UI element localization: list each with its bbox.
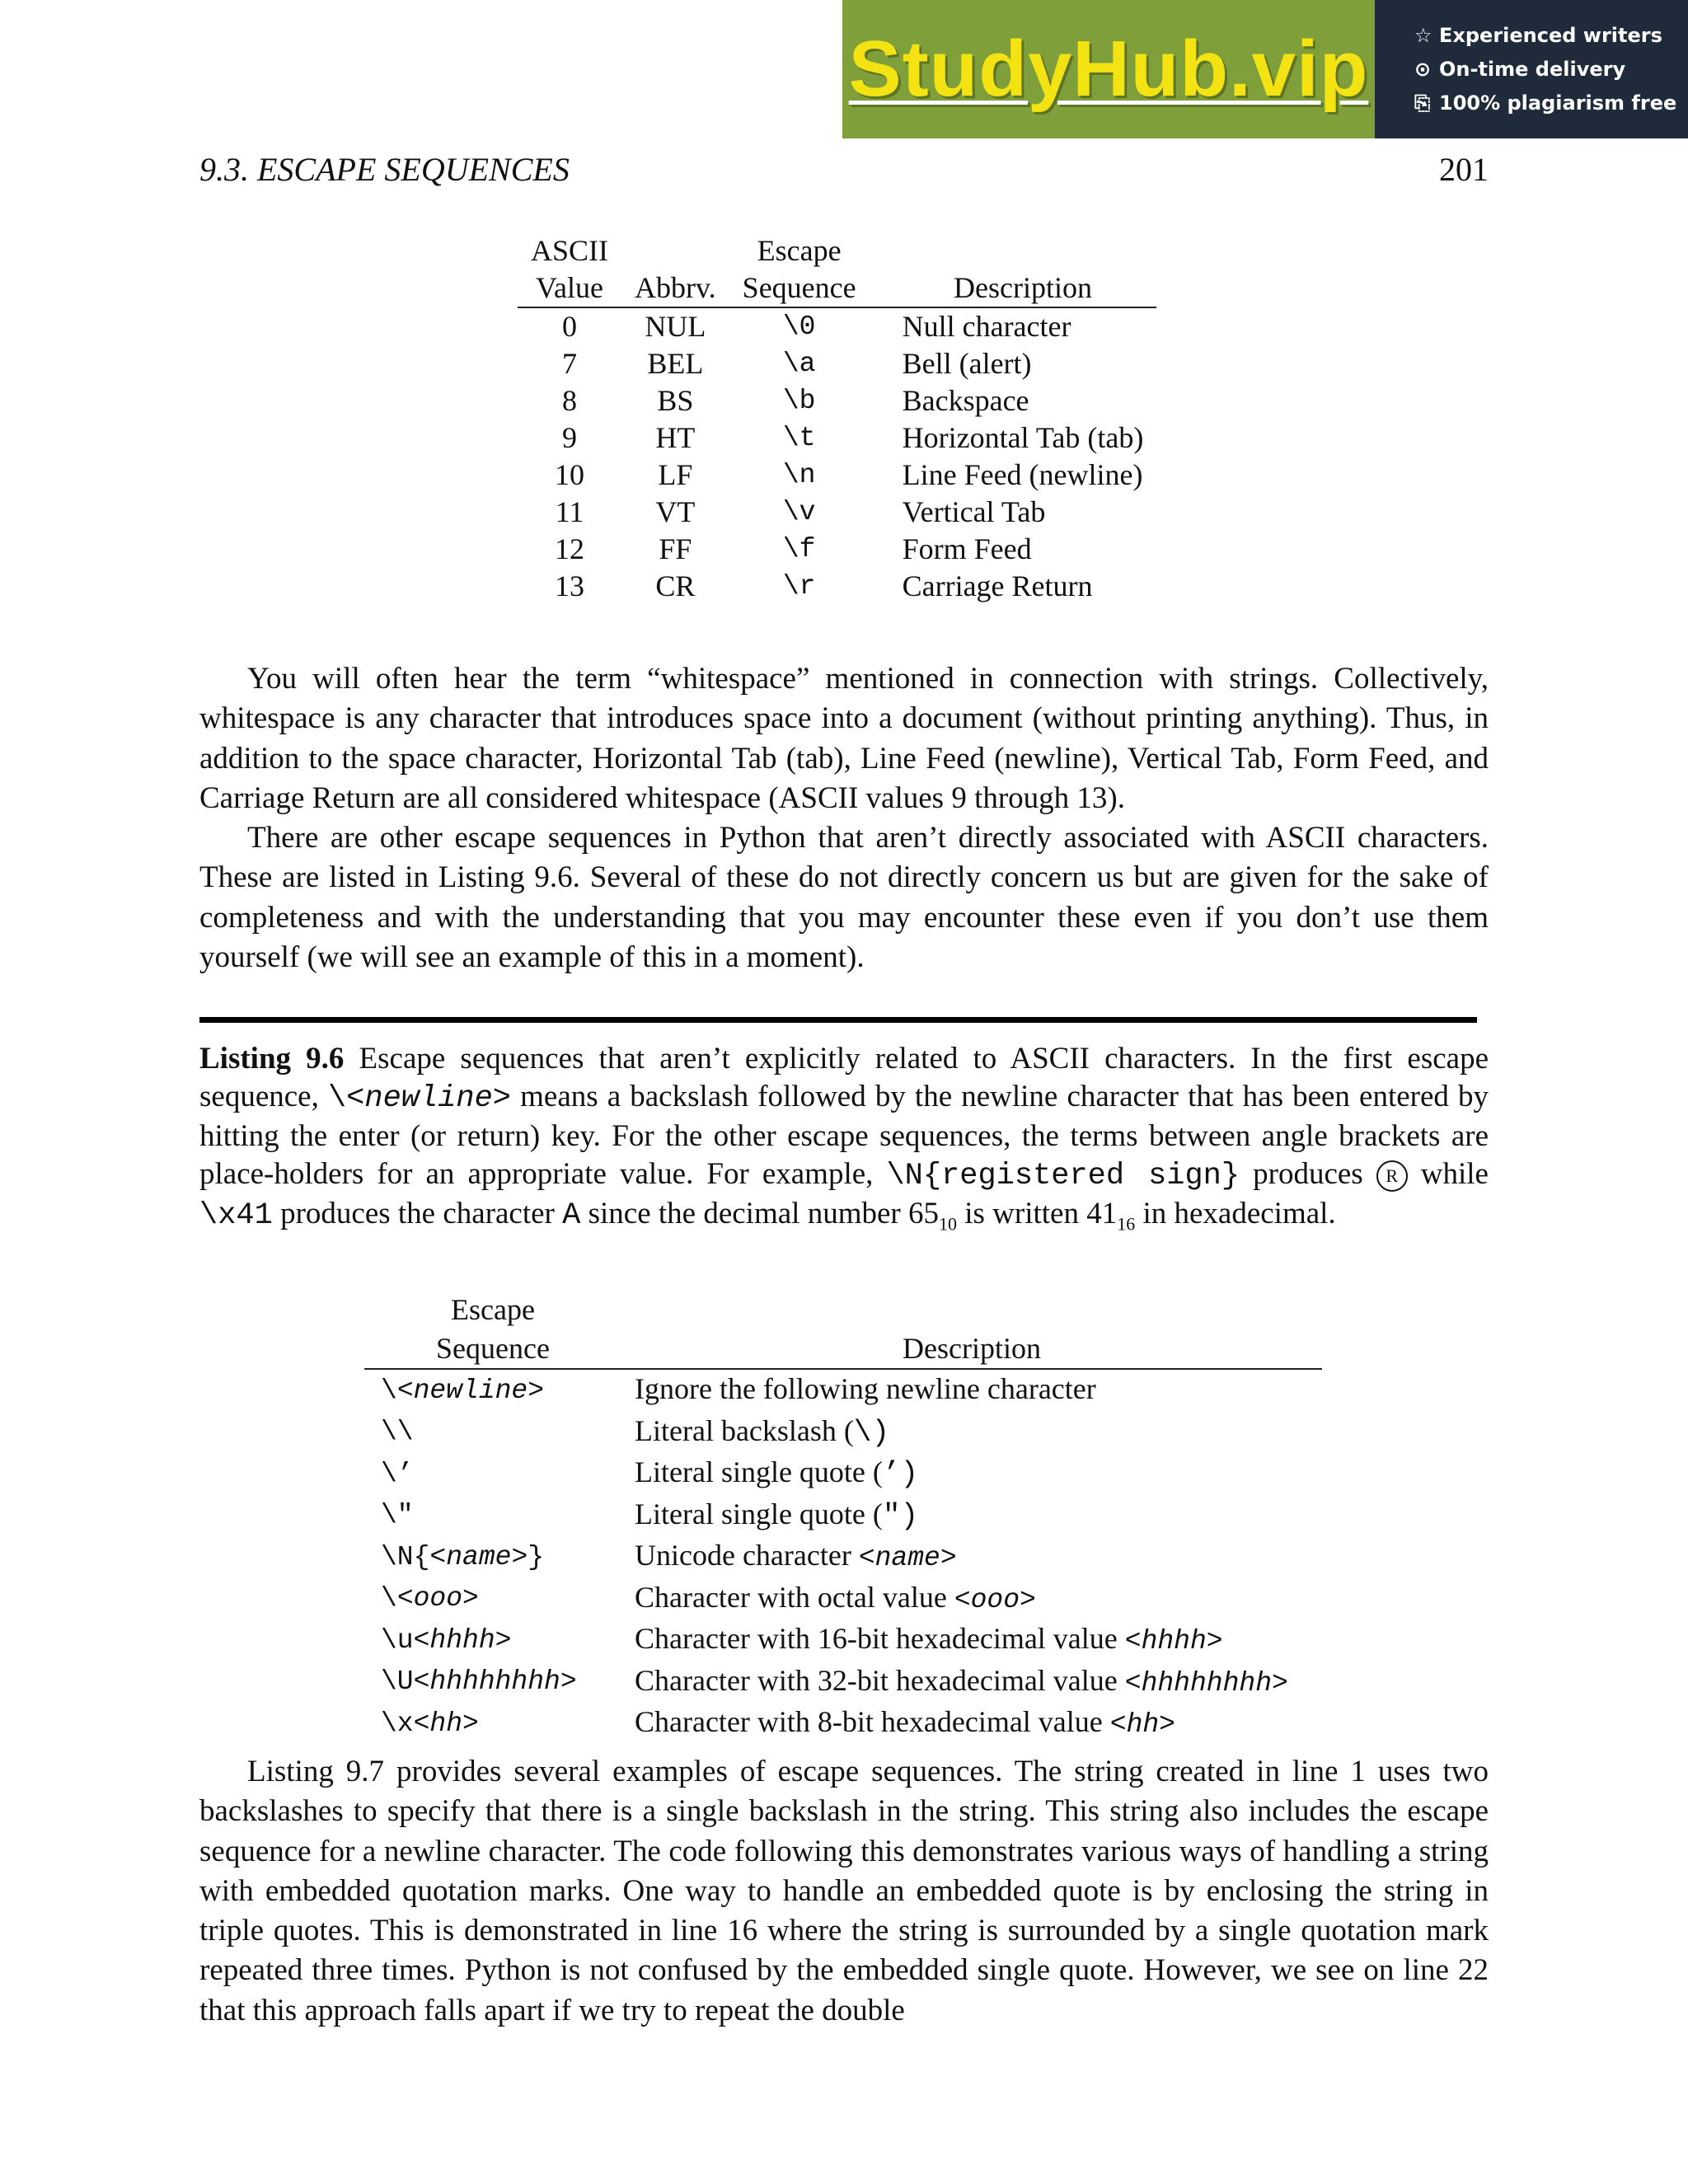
cell-escape: \r bbox=[782, 571, 816, 602]
running-head: 9.3. ESCAPE SEQUENCES bbox=[199, 151, 570, 188]
registered-icon: R bbox=[1376, 1160, 1408, 1192]
cell-sequence: \U<hhhhhhhh> bbox=[381, 1666, 577, 1697]
star-outline-icon: ☆ bbox=[1414, 23, 1432, 47]
table-row bbox=[518, 419, 1156, 457]
table-header-row bbox=[518, 269, 1156, 307]
cell-escape: \n bbox=[782, 460, 816, 490]
table-row bbox=[518, 345, 1156, 382]
table-header-row bbox=[364, 1329, 1322, 1369]
table-row bbox=[364, 1412, 1322, 1454]
banner-feature-label: 100% plagiarism free bbox=[1439, 91, 1677, 115]
cell-description: Ignore the following newline character bbox=[635, 1372, 1096, 1405]
header-seq-top: Escape bbox=[451, 1293, 535, 1326]
banner-feature-plagiarism bbox=[1414, 86, 1688, 120]
banner-feature-delivery bbox=[1414, 52, 1688, 86]
cell-sequence: \<newline> bbox=[381, 1375, 545, 1406]
cell-value: 12 bbox=[555, 532, 584, 565]
cell-description: Null character bbox=[902, 310, 1071, 343]
cell-escape: \f bbox=[782, 534, 816, 565]
table-row bbox=[364, 1453, 1322, 1495]
header-abbrv: Abbrv. bbox=[621, 269, 729, 307]
cell-description: Backspace bbox=[902, 384, 1029, 417]
header-escape-top: Escape bbox=[757, 234, 842, 267]
cell-description: Line Feed (newline) bbox=[902, 458, 1143, 491]
ascii-escape-table bbox=[518, 232, 1156, 605]
cell-description: Literal single quote (") bbox=[635, 1497, 919, 1533]
cell-sequence: \\ bbox=[381, 1417, 414, 1447]
cell-value: 7 bbox=[562, 347, 577, 380]
banner-logo-area[interactable] bbox=[842, 0, 1375, 138]
studyhub-banner[interactable] bbox=[842, 0, 1688, 138]
cell-escape: \v bbox=[782, 497, 816, 527]
table-header-row bbox=[518, 232, 1156, 269]
table-row bbox=[518, 457, 1156, 494]
page-number: 201 bbox=[1439, 151, 1489, 188]
cell-description: Character with 16-bit hexadecimal value <hhhh> bbox=[635, 1622, 1223, 1657]
table-header-row bbox=[364, 1291, 1322, 1329]
banner-feature-label: Experienced writers bbox=[1439, 23, 1662, 47]
header-value-top: ASCII bbox=[531, 234, 609, 267]
cell-description: Form Feed bbox=[902, 532, 1032, 565]
escape-sequence-table bbox=[364, 1291, 1322, 1745]
table-row bbox=[364, 1369, 1322, 1412]
cell-escape: \b bbox=[782, 386, 816, 416]
paragraph-text: You will often hear the term “whitespace” mentioned in connection with strings. Collectively, whitespace is any character that introduces space into a document (without printing anything). Thus, in addition to the space character, Horizontal Tab (tab), Line Feed (newline), Vertical Tab, Form Feed, and Carriage Return are all considered whitespace (ASCII values 9 through 13). bbox=[199, 662, 1489, 815]
table-row bbox=[518, 568, 1156, 605]
cell-description: Character with 8-bit hexadecimal value <hh> bbox=[635, 1705, 1175, 1740]
cell-abbrv: HT bbox=[655, 421, 696, 454]
cell-value: 8 bbox=[562, 384, 577, 417]
cell-value: 0 bbox=[562, 310, 577, 343]
table-row bbox=[364, 1661, 1322, 1704]
cell-abbrv: BS bbox=[657, 384, 694, 417]
cell-description: Character with 32-bit hexadecimal value <hhhhhhhh> bbox=[635, 1663, 1288, 1699]
table-row bbox=[364, 1578, 1322, 1620]
cell-description: Unicode character <name> bbox=[635, 1539, 957, 1573]
cell-sequence: \u<hhhh> bbox=[381, 1624, 512, 1656]
cell-escape: \0 bbox=[782, 312, 816, 342]
cell-sequence: \x<hh> bbox=[381, 1708, 479, 1739]
paragraph-text: Listing 9.7 provides several examples of escape sequences. The string created in line 1 uses two backslashes to specify that there is a single backslash in the string. This string also includes the escape sequence for a newline character. The code following this demonstrates various ways of handling a string with embedded quotation marks. One way to handle an embedded quote is by enclosing the string in triple quotes. This is demonstrated in line 16 where the string is surrounded by a single quotation mark repeated three times. Python is not confused by the embedded single quote. However, we see on line 22 that this approach falls apart if we try to repeat the double bbox=[199, 1755, 1489, 2027]
cell-sequence: \<ooo> bbox=[381, 1583, 479, 1614]
paragraph-text: There are other escape sequences in Python that aren’t directly associated with ASCII characters. These are listed in Listing 9.6. Several of these do not directly concern us but are given for the sake of completeness and with the understanding that you may encounter these even if you don’t use them yourself (we will see an example of this in a moment). bbox=[199, 821, 1489, 974]
cell-abbrv: VT bbox=[655, 495, 696, 528]
listing-9-6-caption: Listing 9.6 Escape sequences that aren’t explicitly related to ASCII characters. In the first escape sequence, \<newline> means a backslash followed by the newline character that has been entered by hitting the enter (or return) key. For the other escape sequences, the terms between angle brackets are place-holders for an appropriate value. For example, \N{registered sign} produces R while \x41 produces the character A since the decimal number $65_{10}$ is written $41_{16}$ in hexadecimal. bbox=[199, 1042, 1489, 1235]
cell-description: Literal backslash (\) bbox=[635, 1413, 890, 1450]
banner-features bbox=[1375, 0, 1688, 138]
cell-description: Horizontal Tab (tab) bbox=[902, 421, 1144, 454]
code-registered-sign: \N{registered sign} bbox=[886, 1158, 1240, 1193]
header-description: Description bbox=[621, 1329, 1322, 1369]
header-value: Value bbox=[518, 269, 621, 307]
header-escape: Sequence bbox=[729, 269, 870, 307]
cell-sequence: \’ bbox=[381, 1458, 414, 1489]
table-row bbox=[518, 382, 1156, 419]
cell-escape: \a bbox=[782, 349, 816, 379]
listing-label: Listing 9.6 bbox=[199, 1042, 345, 1076]
table-row bbox=[364, 1495, 1322, 1537]
cell-abbrv: BEL bbox=[647, 347, 704, 380]
table-row bbox=[364, 1536, 1322, 1578]
cell-description: Bell (alert) bbox=[902, 347, 1032, 380]
cell-abbrv: FF bbox=[659, 532, 692, 565]
cell-abbrv: LF bbox=[658, 458, 693, 491]
cell-value: 11 bbox=[555, 495, 584, 528]
clock-icon: ⊙ bbox=[1414, 57, 1432, 81]
table-row bbox=[518, 494, 1156, 531]
cell-description: Carriage Return bbox=[902, 569, 1093, 602]
copy-check-icon: ⎘ bbox=[1414, 91, 1431, 115]
cell-value: 10 bbox=[555, 458, 584, 491]
cell-value: 9 bbox=[562, 421, 577, 454]
studyhub-logo[interactable]: StudyHub.vip bbox=[848, 25, 1369, 113]
table-row bbox=[518, 531, 1156, 568]
header-seq: Sequence bbox=[364, 1329, 621, 1369]
cell-abbrv: CR bbox=[655, 569, 696, 602]
paragraph-other-escapes bbox=[199, 818, 1489, 977]
paragraph-listing-9-7 bbox=[199, 1752, 1489, 2031]
cell-abbrv: NUL bbox=[645, 310, 706, 343]
banner-feature-label: On-time delivery bbox=[1439, 57, 1626, 81]
table-row bbox=[518, 307, 1156, 345]
cell-sequence: \N{<name>} bbox=[381, 1541, 545, 1572]
banner-feature-writers bbox=[1414, 18, 1688, 52]
listing-rule bbox=[199, 1017, 1477, 1023]
table-row bbox=[364, 1703, 1322, 1745]
cell-description: Literal single quote (’) bbox=[635, 1455, 919, 1491]
cell-description: Vertical Tab bbox=[902, 495, 1046, 528]
cell-sequence: \" bbox=[381, 1500, 414, 1530]
paragraph-whitespace bbox=[199, 659, 1489, 818]
cell-value: 13 bbox=[555, 569, 584, 602]
cell-description: Character with octal value <ooo> bbox=[635, 1580, 1036, 1615]
header-description: Description bbox=[870, 269, 1157, 307]
cell-escape: \t bbox=[782, 423, 816, 453]
table-row bbox=[364, 1619, 1322, 1661]
